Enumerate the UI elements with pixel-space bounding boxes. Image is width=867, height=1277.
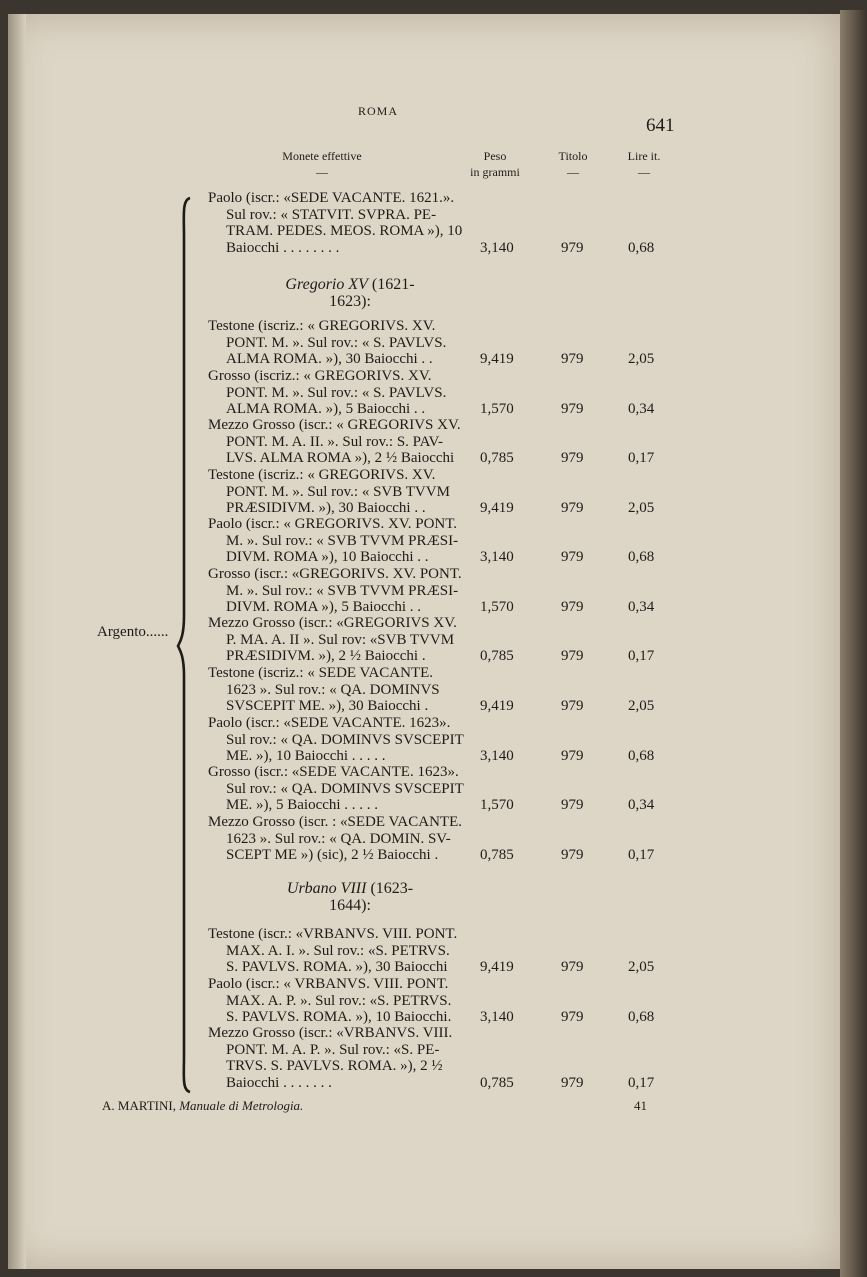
coin-description-line: Paolo (iscr.: « VRBANVS. VIII. PONT.: [208, 976, 449, 992]
value-peso: 9,419: [480, 500, 514, 517]
value-lire: 0,34: [628, 599, 655, 616]
value-peso: 3,140: [480, 239, 514, 256]
coin-description-line: PONT. M. ». Sul rov.: « SVB TVVM: [226, 483, 450, 500]
value-lire: 0,17: [628, 1074, 655, 1091]
pope-heading: [250, 880, 450, 914]
coin-description-line: P. MA. A. II ». Sul rov: «SVB TVVM: [226, 631, 455, 648]
coin-description-line: Paolo (iscr.: « GREGORIVS. XV. PONT.: [208, 516, 458, 532]
running-head: ROMA: [358, 104, 399, 118]
coin-description-line: PRÆSIDIVM. »), 2 ½ Baiocchi .: [226, 648, 426, 665]
coin-description-line: Baiocchi . . . . . . . .: [226, 239, 340, 256]
value-titolo: 979: [561, 239, 584, 256]
value-peso: 3,140: [480, 549, 514, 566]
pope-years-end: 1623):: [329, 293, 371, 310]
footer-title: Manuale di Metrologia.: [179, 1098, 304, 1113]
coin-description-line: Sul rov.: « QA. DOMINVS SVSCEPIT: [226, 731, 464, 748]
value-titolo: 979: [561, 1074, 584, 1091]
coin-description-line: Paolo (iscr.: «SEDE VACANTE. 1621.».: [208, 190, 455, 206]
value-titolo: 979: [561, 648, 584, 665]
coin-description: [178, 417, 478, 467]
footer-signature-number: 41: [634, 1098, 647, 1113]
coin-description: [178, 190, 478, 256]
coin-description-line: PONT. M. ». Sul rov.: « S. PAVLVS.: [226, 384, 447, 401]
coin-description: [178, 467, 478, 517]
section-label-argento: Argento......: [97, 624, 169, 640]
column-dash: —: [567, 165, 579, 179]
coin-description-line: M. ». Sul rov.: « SVB TVVM PRÆSI-: [226, 582, 459, 599]
value-lire: 0,68: [628, 1009, 655, 1026]
value-titolo: 979: [561, 351, 584, 368]
coin-description-line: M. ». Sul rov.: « SVB TVVM PRÆSI-: [226, 532, 459, 549]
coin-description: [178, 368, 478, 418]
footer-author: A. MARTINI,: [102, 1098, 176, 1113]
coin-description-line: MAX. A. I. ». Sul rov.: «S. PETRVS.: [226, 942, 450, 959]
coin-description-line: Testone (iscr.: «VRBANVS. VIII. PONT.: [208, 926, 458, 942]
coin-description: [178, 665, 478, 715]
value-lire: 0,17: [628, 648, 655, 665]
value-lire: 2,05: [628, 698, 655, 715]
coin-description: [178, 516, 478, 566]
pope-heading: [250, 276, 450, 310]
coin-description-line: PONT. M. ». Sul rov.: « S. PAVLVS.: [226, 334, 447, 351]
value-peso: 1,570: [480, 401, 514, 418]
coin-description-line: Testone (iscriz.: « SEDE VACANTE.: [208, 665, 434, 681]
coin-description-line: ALMA ROMA. »), 5 Baiocchi . .: [226, 401, 426, 418]
column-label-titolo: Titolo: [558, 149, 588, 163]
column-header-lire: [612, 148, 676, 180]
coin-description-line: Paolo (iscr.: «SEDE VACANTE. 1623».: [208, 715, 451, 731]
value-lire: 2,05: [628, 500, 655, 517]
value-titolo: 979: [561, 797, 584, 814]
column-label-lire: Lire it.: [627, 149, 661, 163]
coin-description-line: Baiocchi . . . . . . .: [226, 1074, 332, 1091]
coin-description-line: Mezzo Grosso (iscr.: «VRBANVS. VIII.: [208, 1025, 453, 1041]
page-number: 641: [646, 115, 675, 136]
value-lire: 2,05: [628, 959, 655, 976]
coin-entry: [178, 417, 478, 467]
coin-entry: [178, 715, 478, 765]
coin-description-line: Testone (iscriz.: « GREGORIVS. XV.: [208, 467, 436, 483]
value-peso: 1,570: [480, 797, 514, 814]
coin-entry: [178, 665, 478, 715]
value-titolo: 979: [561, 748, 584, 765]
column-header-titolo: [545, 148, 601, 180]
coin-description-line: DIVM. ROMA »), 5 Baiocchi . .: [226, 599, 421, 616]
value-peso: 0,785: [480, 450, 514, 467]
pope-name: Urbano VIII: [286, 880, 367, 897]
value-titolo: 979: [561, 500, 584, 517]
footer-signature-line: [102, 1098, 303, 1114]
value-titolo: 979: [561, 1009, 584, 1026]
coin-description: [178, 615, 478, 665]
coin-description-line: DIVM. ROMA »), 10 Baiocchi . .: [226, 549, 429, 566]
coin-description-line: 1623 ». Sul rov.: « QA. DOMIN. SV-: [226, 830, 451, 847]
value-lire: 2,05: [628, 351, 655, 368]
value-peso: 3,140: [480, 1009, 514, 1026]
value-peso: 1,570: [480, 599, 514, 616]
coin-description-line: Mezzo Grosso (iscr.: « GREGORIVS XV.: [208, 417, 461, 433]
coin-entry: [178, 190, 478, 256]
value-peso: 9,419: [480, 351, 514, 368]
value-lire: 0,68: [628, 549, 655, 566]
value-titolo: 979: [561, 450, 584, 467]
coin-description: [178, 715, 478, 765]
value-lire: 0,17: [628, 450, 655, 467]
value-peso: 0,785: [480, 1074, 514, 1091]
book-edge: [840, 10, 867, 1277]
coin-description-line: Grosso (iscriz.: « GREGORIVS. XV.: [208, 368, 432, 384]
coin-description-line: SCEPT ME ») (sic), 2 ½ Baiocchi .: [226, 847, 439, 864]
coin-entry: [178, 926, 478, 976]
coin-description-line: ME. »), 10 Baiocchi . . . . .: [226, 748, 386, 765]
value-peso: 0,785: [480, 648, 514, 665]
coin-entry: [178, 976, 478, 1026]
pope-years-end: 1644):: [329, 897, 371, 914]
coin-description: [178, 566, 478, 616]
coin-entry: [178, 467, 478, 517]
value-lire: 0,17: [628, 847, 655, 864]
column-dash: —: [316, 165, 328, 179]
coin-description-line: ME. »), 5 Baiocchi . . . . .: [226, 797, 379, 814]
value-titolo: 979: [561, 698, 584, 715]
coin-description: [178, 1025, 478, 1091]
coin-entry: [178, 1025, 478, 1091]
coin-description-line: 1623 ». Sul rov.: « QA. DOMINVS: [226, 681, 440, 698]
column-label-monete: Monete effettive: [282, 149, 362, 163]
coin-description-line: S. PAVLVS. ROMA. »), 30 Baiocchi: [226, 959, 448, 976]
value-titolo: 979: [561, 847, 584, 864]
value-titolo: 979: [561, 599, 584, 616]
value-lire: 0,68: [628, 239, 655, 256]
coin-description-line: S. PAVLVS. ROMA. »), 10 Baiocchi.: [226, 1009, 452, 1026]
coin-description-line: PONT. M. A. II. ». Sul rov.: S. PAV-: [226, 433, 443, 450]
coin-description-line: Grosso (iscr.: «GREGORIVS. XV. PONT.: [208, 566, 462, 582]
coin-description-line: PRÆSIDIVM. »), 30 Baiocchi . .: [226, 500, 426, 517]
page-gutter: [8, 14, 26, 1269]
pope-years: (1621-: [367, 276, 415, 293]
coin-description-line: Sul rov.: « QA. DOMINVS SVSCEPIT: [226, 780, 464, 797]
coin-description-line: Mezzo Grosso (iscr. : «SEDE VACANTE.: [208, 814, 463, 830]
coin-description: [178, 976, 478, 1026]
value-titolo: 979: [561, 549, 584, 566]
coin-description-line: Mezzo Grosso (iscr.: «GREGORIVS XV.: [208, 615, 457, 631]
value-lire: 0,34: [628, 401, 655, 418]
value-titolo: 979: [561, 401, 584, 418]
coin-entry: [178, 615, 478, 665]
coin-description-line: SVSCEPIT ME. »), 30 Baiocchi .: [226, 698, 429, 715]
coin-description-line: Grosso (iscr.: «SEDE VACANTE. 1623».: [208, 764, 459, 780]
coin-description-line: LVS. ALMA ROMA »), 2 ½ Baiocchi: [226, 450, 455, 467]
value-titolo: 979: [561, 959, 584, 976]
coin-description: [178, 764, 478, 814]
value-lire: 0,34: [628, 797, 655, 814]
coin-description-line: Sul rov.: « STATVIT. SVPRA. PE-: [226, 206, 437, 223]
value-lire: 0,68: [628, 748, 655, 765]
coin-entry: [178, 566, 478, 616]
coin-description: [178, 318, 478, 368]
coin-entry: [178, 368, 478, 418]
value-peso: 0,785: [480, 847, 514, 864]
coin-description-line: MAX. A. P. ». Sul rov.: «S. PETRVS.: [226, 992, 452, 1009]
coin-entry: [178, 764, 478, 814]
column-sublabel-peso: in grammi: [470, 165, 520, 179]
value-peso: 3,140: [480, 748, 514, 765]
column-dash: —: [638, 165, 650, 179]
coin-entry: [178, 516, 478, 566]
coin-description-line: Testone (iscriz.: « GREGORIVS. XV.: [208, 318, 436, 334]
column-header-monete: [262, 148, 382, 180]
coin-description: [178, 814, 478, 864]
column-header-peso: [455, 148, 535, 180]
coin-description-line: TRVS. S. PAVLVS. ROMA. »), 2 ½: [226, 1058, 443, 1075]
value-peso: 9,419: [480, 959, 514, 976]
coin-entry: [178, 814, 478, 864]
coin-description-line: TRAM. PEDES. MEOS. ROMA »), 10: [226, 223, 463, 240]
pope-years: (1623-: [366, 880, 414, 897]
value-peso: 9,419: [480, 698, 514, 715]
pope-name: Gregorio XV: [285, 276, 368, 293]
coin-entry: [178, 318, 478, 368]
coin-description-line: PONT. M. A. P. ». Sul rov.: «S. PE-: [226, 1041, 440, 1058]
column-label-peso: Peso: [483, 149, 507, 163]
coin-description: [178, 926, 478, 976]
coin-description-line: ALMA ROMA. »), 30 Baiocchi . .: [226, 351, 433, 368]
